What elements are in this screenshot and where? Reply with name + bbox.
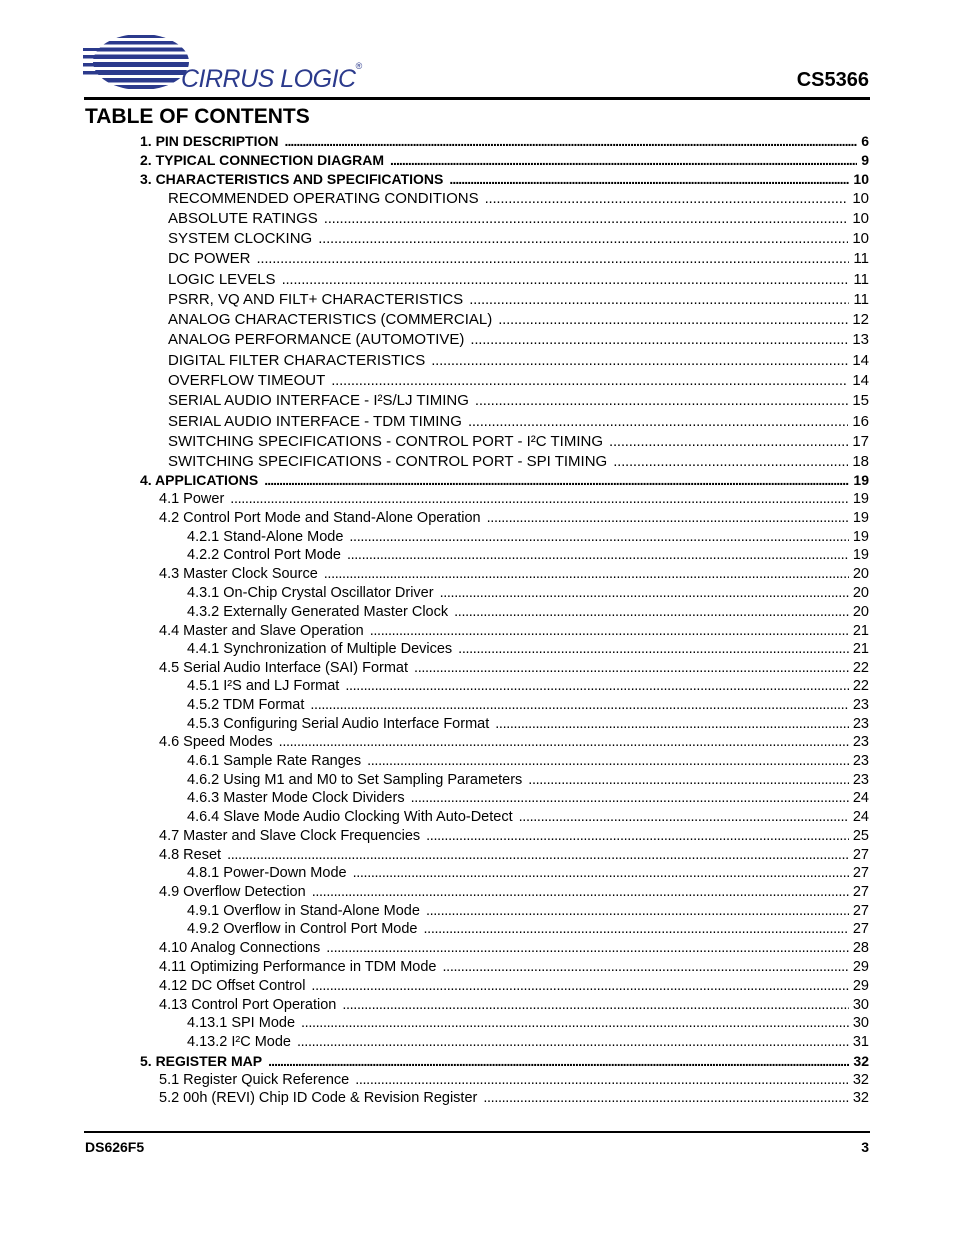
toc-entry-page: 20 — [852, 585, 869, 601]
toc-entry-page: 14 — [852, 371, 869, 389]
toc-entry-title: 4.2 Control Port Mode and Stand-Alone Operation — [159, 510, 481, 526]
toc-dot-leader — [390, 152, 857, 168]
toc-entry-title: 5. REGISTER MAP — [140, 1053, 263, 1069]
toc-entry-page: 19 — [852, 510, 869, 526]
toc-entry-page: 27 — [852, 884, 869, 900]
toc-entry[interactable] — [187, 585, 869, 601]
toc-entry[interactable] — [187, 753, 869, 769]
toc-entry-page: 27 — [852, 903, 869, 919]
toc-entry-title: 4.7 Master and Slave Clock Frequencies — [159, 828, 421, 844]
toc-entry-page: 10 — [852, 209, 869, 227]
toc-dot-leader — [268, 1053, 849, 1069]
toc-entry-page: 23 — [852, 716, 869, 732]
toc-entry-title: LOGIC LEVELS — [168, 270, 276, 288]
toc-dot-leader — [230, 491, 849, 507]
toc-entry[interactable] — [187, 1015, 869, 1031]
toc-dot-leader — [282, 271, 850, 288]
toc-entry-title: 4.5.1 I²S and LJ Format — [187, 678, 340, 694]
toc-entry-title: 2. TYPICAL CONNECTION DIAGRAM — [140, 151, 384, 168]
toc-entry-page: 19 — [852, 528, 869, 545]
toc-entry[interactable] — [168, 250, 869, 267]
toc-dot-leader — [284, 133, 857, 149]
toc-dot-leader — [426, 903, 849, 919]
toc-entry-title: ANALOG CHARACTERISTICS (COMMERCIAL) — [168, 310, 493, 328]
toc-entry-page: 23 — [852, 696, 869, 713]
toc-dot-leader — [470, 331, 848, 348]
toc-entry[interactable] — [159, 566, 869, 582]
toc-entry-title: 4.5.3 Configuring Serial Audio Interface Format — [187, 716, 490, 732]
toc-dot-leader — [440, 585, 849, 601]
cirrus-logic-logo — [83, 32, 373, 96]
toc-entry[interactable] — [187, 865, 869, 881]
toc-dot-leader — [449, 171, 849, 187]
toc-dot-leader — [331, 372, 848, 389]
toc-entry[interactable] — [159, 1090, 869, 1106]
header-rule — [84, 97, 870, 100]
toc-entry[interactable] — [187, 529, 869, 545]
toc-entry[interactable] — [187, 641, 869, 657]
toc-entry[interactable] — [187, 809, 869, 825]
toc-entry-title: 4.6.4 Slave Mode Audio Clocking With Auto-Detect — [187, 809, 513, 825]
toc-entry-title: 4.8.1 Power-Down Mode — [187, 865, 347, 881]
toc-entry-title: 1. PIN DESCRIPTION — [140, 133, 279, 149]
footer-rule — [84, 1131, 870, 1133]
logo-wordmark: CIRRUS LOGIC® — [181, 61, 362, 93]
toc-entry[interactable] — [168, 372, 869, 389]
toc-entry[interactable] — [140, 472, 869, 488]
toc-dot-leader — [312, 884, 849, 900]
toc-entry[interactable] — [140, 133, 869, 149]
toc-entry-page: 27 — [852, 846, 869, 863]
part-number: CS5366 — [796, 69, 869, 91]
toc-entry[interactable] — [159, 959, 869, 975]
toc-dot-leader — [443, 959, 849, 975]
toc-entry-title: 4.3.2 Externally Generated Master Clock — [187, 603, 449, 620]
toc-entry[interactable] — [168, 413, 869, 430]
toc-entry-title: 4.2.2 Control Port Mode — [187, 547, 341, 563]
toc-entry[interactable] — [159, 491, 869, 507]
toc-entry-page: 11 — [853, 290, 869, 308]
toc-entry-title: 4.13 Control Port Operation — [159, 996, 337, 1013]
toc-entry-page: 19 — [852, 490, 869, 507]
toc-entry[interactable] — [187, 697, 869, 713]
toc-entry-page: 24 — [852, 790, 869, 806]
toc-dot-leader — [367, 753, 849, 769]
toc-entry-page: 10 — [853, 170, 869, 187]
toc-entry-page: 10 — [852, 189, 869, 207]
toc-entry-title: 4.4 Master and Slave Operation — [159, 622, 364, 639]
toc-entry[interactable] — [187, 921, 869, 937]
toc-entry-page: 32 — [853, 1053, 869, 1069]
toc-entry[interactable] — [168, 352, 869, 369]
toc-dot-leader — [349, 529, 848, 545]
toc-entry-page: 27 — [852, 865, 869, 881]
toc-entry-page: 32 — [852, 1071, 869, 1088]
toc-entry[interactable] — [159, 997, 869, 1013]
toc-entry-title: RECOMMENDED OPERATING CONDITIONS — [168, 189, 479, 207]
toc-entry-title: OVERFLOW TIMEOUT — [168, 371, 326, 389]
toc-entry[interactable] — [187, 903, 869, 919]
toc-entry-title: SYSTEM CLOCKING — [168, 229, 313, 247]
toc-entry-page: 31 — [852, 1034, 869, 1050]
toc-entry[interactable] — [168, 331, 869, 348]
toc-entry-title: 4.6.2 Using M1 and M0 to Set Sampling Parameters — [187, 772, 523, 788]
toc-dot-leader — [487, 510, 849, 526]
toc-entry-page: 11 — [853, 270, 869, 288]
toc-entry[interactable] — [159, 884, 869, 900]
toc-entry-page: 29 — [852, 959, 869, 975]
toc-dot-leader — [318, 230, 848, 247]
toc-dot-leader — [483, 1090, 849, 1106]
toc-entry-title: 4.3.1 On-Chip Crystal Oscillator Driver — [187, 585, 434, 601]
toc-entry[interactable] — [168, 190, 869, 207]
toc-entry-page: 23 — [852, 734, 869, 750]
toc-entry-title: ABSOLUTE RATINGS — [168, 209, 318, 227]
toc-dot-leader — [469, 291, 849, 308]
page-number: 3 — [861, 1139, 869, 1155]
toc-dot-leader — [311, 978, 848, 994]
toc-entry-page: 17 — [852, 432, 869, 450]
toc-entry-title: 4.9 Overflow Detection — [159, 884, 306, 900]
toc-dot-leader — [411, 790, 849, 806]
toc-entry[interactable] — [140, 1053, 869, 1069]
toc-dot-leader — [353, 865, 849, 881]
toc-entry[interactable] — [159, 623, 869, 639]
toc-dot-leader — [528, 772, 849, 788]
toc-entry-title: DIGITAL FILTER CHARACTERISTICS — [168, 351, 426, 369]
toc-entry-page: 14 — [852, 351, 869, 369]
toc-entry-page: 21 — [852, 622, 869, 639]
toc-entry-page: 12 — [852, 310, 869, 328]
toc-entry[interactable] — [187, 716, 869, 732]
toc-entry[interactable] — [187, 790, 869, 806]
toc-entry[interactable] — [159, 940, 869, 956]
toc-entry[interactable] — [159, 660, 869, 676]
toc-entry-page: 29 — [852, 977, 869, 994]
toc-entry-page: 23 — [852, 772, 869, 788]
toc-entry-title: ANALOG PERFORMANCE (AUTOMOTIVE) — [168, 330, 465, 348]
toc-entry-page: 22 — [852, 660, 869, 676]
toc-entry-page: 30 — [852, 996, 869, 1013]
toc-entry[interactable] — [159, 1072, 869, 1088]
toc-entry-title: 4.10 Analog Connections — [159, 940, 321, 956]
toc-entry[interactable] — [159, 828, 869, 844]
toc-dot-leader — [324, 210, 849, 227]
toc-entry-title: SWITCHING SPECIFICATIONS - CONTROL PORT - I²C TIMING — [168, 432, 604, 450]
toc-entry-title: PSRR, VQ AND FILT+ CHARACTERISTICS — [168, 290, 464, 308]
toc-entry-page: 13 — [852, 330, 869, 348]
toc-entry-title: 4.4.1 Synchronization of Multiple Devices — [187, 641, 453, 657]
toc-entry[interactable] — [187, 604, 869, 620]
toc-dot-leader — [468, 413, 848, 430]
toc-dot-leader — [347, 547, 849, 563]
toc-entry[interactable] — [159, 510, 869, 526]
toc-entry[interactable] — [187, 547, 869, 563]
toc-entry-page: 28 — [852, 940, 869, 956]
toc-entry[interactable] — [140, 171, 869, 187]
toc-entry-page: 32 — [852, 1090, 869, 1106]
toc-dot-leader — [426, 828, 849, 844]
toc-entry-title: 4.5 Serial Audio Interface (SAI) Format — [159, 660, 409, 676]
toc-entry-page: 19 — [853, 472, 869, 488]
toc-entry-title: 4.6.1 Sample Rate Ranges — [187, 753, 362, 769]
toc-dot-leader — [414, 660, 849, 676]
toc-entry-page: 15 — [852, 391, 869, 409]
toc-entry-page: 24 — [852, 809, 869, 825]
toc-entry-page: 21 — [852, 641, 869, 657]
toc-entry-page: 25 — [852, 828, 869, 844]
toc-entry[interactable] — [168, 271, 869, 288]
toc-dot-leader — [485, 190, 849, 207]
toc-entry-page: 19 — [852, 547, 869, 563]
toc-entry-page: 22 — [852, 678, 869, 694]
toc-entry[interactable] — [187, 1034, 869, 1050]
toc-entry-title: 4.13.1 SPI Mode — [187, 1015, 296, 1031]
toc-entry-title: SWITCHING SPECIFICATIONS - CONTROL PORT - SPI TIMING — [168, 452, 608, 470]
toc-dot-leader — [431, 352, 848, 369]
toc-entry[interactable] — [159, 978, 869, 994]
toc-entry-page: 27 — [852, 921, 869, 937]
toc-dot-leader — [613, 453, 848, 470]
toc-dot-leader — [326, 940, 849, 956]
toc-entry[interactable] — [168, 291, 869, 308]
toc-entry-title: SERIAL AUDIO INTERFACE - I²S/LJ TIMING — [168, 391, 469, 409]
toc-entry-title: 4.2.1 Stand-Alone Mode — [187, 528, 344, 545]
toc-dot-leader — [519, 809, 849, 825]
toc-dot-leader — [257, 250, 850, 267]
toc-entry[interactable] — [168, 433, 869, 450]
toc-dot-leader — [424, 921, 849, 937]
toc-entry-title: 4. APPLICATIONS — [140, 472, 259, 488]
toc-entry-title: 3. CHARACTERISTICS AND SPECIFICATIONS — [140, 170, 444, 187]
toc-entry-page: 6 — [861, 133, 869, 149]
toc-dot-leader — [370, 623, 849, 639]
toc-entry[interactable] — [168, 311, 869, 328]
toc-entry-title: 4.3 Master Clock Source — [159, 566, 318, 582]
toc-dot-leader — [301, 1015, 849, 1031]
logo-globe-icon — [83, 32, 193, 96]
toc-dot-leader — [355, 1072, 849, 1088]
toc-entry-page: 23 — [852, 753, 869, 769]
toc-dot-leader — [310, 697, 848, 713]
toc-entry[interactable] — [140, 152, 869, 168]
toc-entry[interactable] — [187, 772, 869, 788]
toc-dot-leader — [324, 566, 849, 582]
toc-dot-leader — [609, 433, 848, 450]
toc-entry-title: 4.6.3 Master Mode Clock Dividers — [187, 790, 405, 806]
toc-entry-title: 4.8 Reset — [159, 846, 222, 863]
toc-dot-leader — [475, 392, 848, 409]
toc-entry-title: 4.9.2 Overflow in Control Port Mode — [187, 921, 418, 937]
toc-dot-leader — [342, 997, 849, 1013]
toc-dot-leader — [454, 604, 849, 620]
toc-entry-page: 18 — [852, 452, 869, 470]
toc-dot-leader — [495, 716, 849, 732]
toc-dot-leader — [264, 472, 849, 488]
toc-dot-leader — [498, 311, 848, 328]
toc-entry-title: 4.1 Power — [159, 490, 225, 507]
toc-entry-title: 4.13.2 I²C Mode — [187, 1034, 291, 1050]
toc-entry[interactable] — [168, 453, 869, 470]
document-id: DS626F5 — [85, 1139, 145, 1155]
toc-entry-title: DC POWER — [168, 249, 251, 267]
toc-entry-page: 30 — [852, 1015, 869, 1031]
toc-entry-page: 20 — [852, 566, 869, 582]
toc-entry[interactable] — [168, 392, 869, 409]
toc-entry[interactable] — [187, 678, 869, 694]
toc-entry-page: 11 — [853, 249, 869, 267]
toc-dot-leader — [279, 734, 849, 750]
toc-entry[interactable] — [159, 734, 869, 750]
toc-entry-page: 16 — [852, 412, 869, 430]
toc-entry-title: 5.2 00h (REVI) Chip ID Code & Revision Register — [159, 1090, 478, 1106]
toc-dot-leader — [458, 641, 849, 657]
toc-entry-page: 10 — [852, 229, 869, 247]
toc-entry[interactable] — [168, 230, 869, 247]
toc-entry[interactable] — [168, 210, 869, 227]
toc-dot-leader — [345, 678, 849, 694]
toc-entry-title: 4.5.2 TDM Format — [187, 696, 305, 713]
toc-dot-leader — [297, 1034, 849, 1050]
toc-entry[interactable] — [159, 847, 869, 863]
toc-title: TABLE OF CONTENTS — [85, 105, 310, 128]
toc-entry-title: 4.11 Optimizing Performance in TDM Mode — [159, 959, 437, 975]
toc-entry-title: SERIAL AUDIO INTERFACE - TDM TIMING — [168, 412, 462, 430]
toc-dot-leader — [227, 847, 849, 863]
toc-entry-title: 5.1 Register Quick Reference — [159, 1071, 350, 1088]
toc-entry-title: 4.12 DC Offset Control — [159, 977, 306, 994]
toc-entry-page: 9 — [861, 151, 869, 168]
toc-entry-title: 4.6 Speed Modes — [159, 734, 273, 750]
toc-entry-title: 4.9.1 Overflow in Stand-Alone Mode — [187, 903, 420, 919]
toc-entry-page: 20 — [852, 603, 869, 620]
